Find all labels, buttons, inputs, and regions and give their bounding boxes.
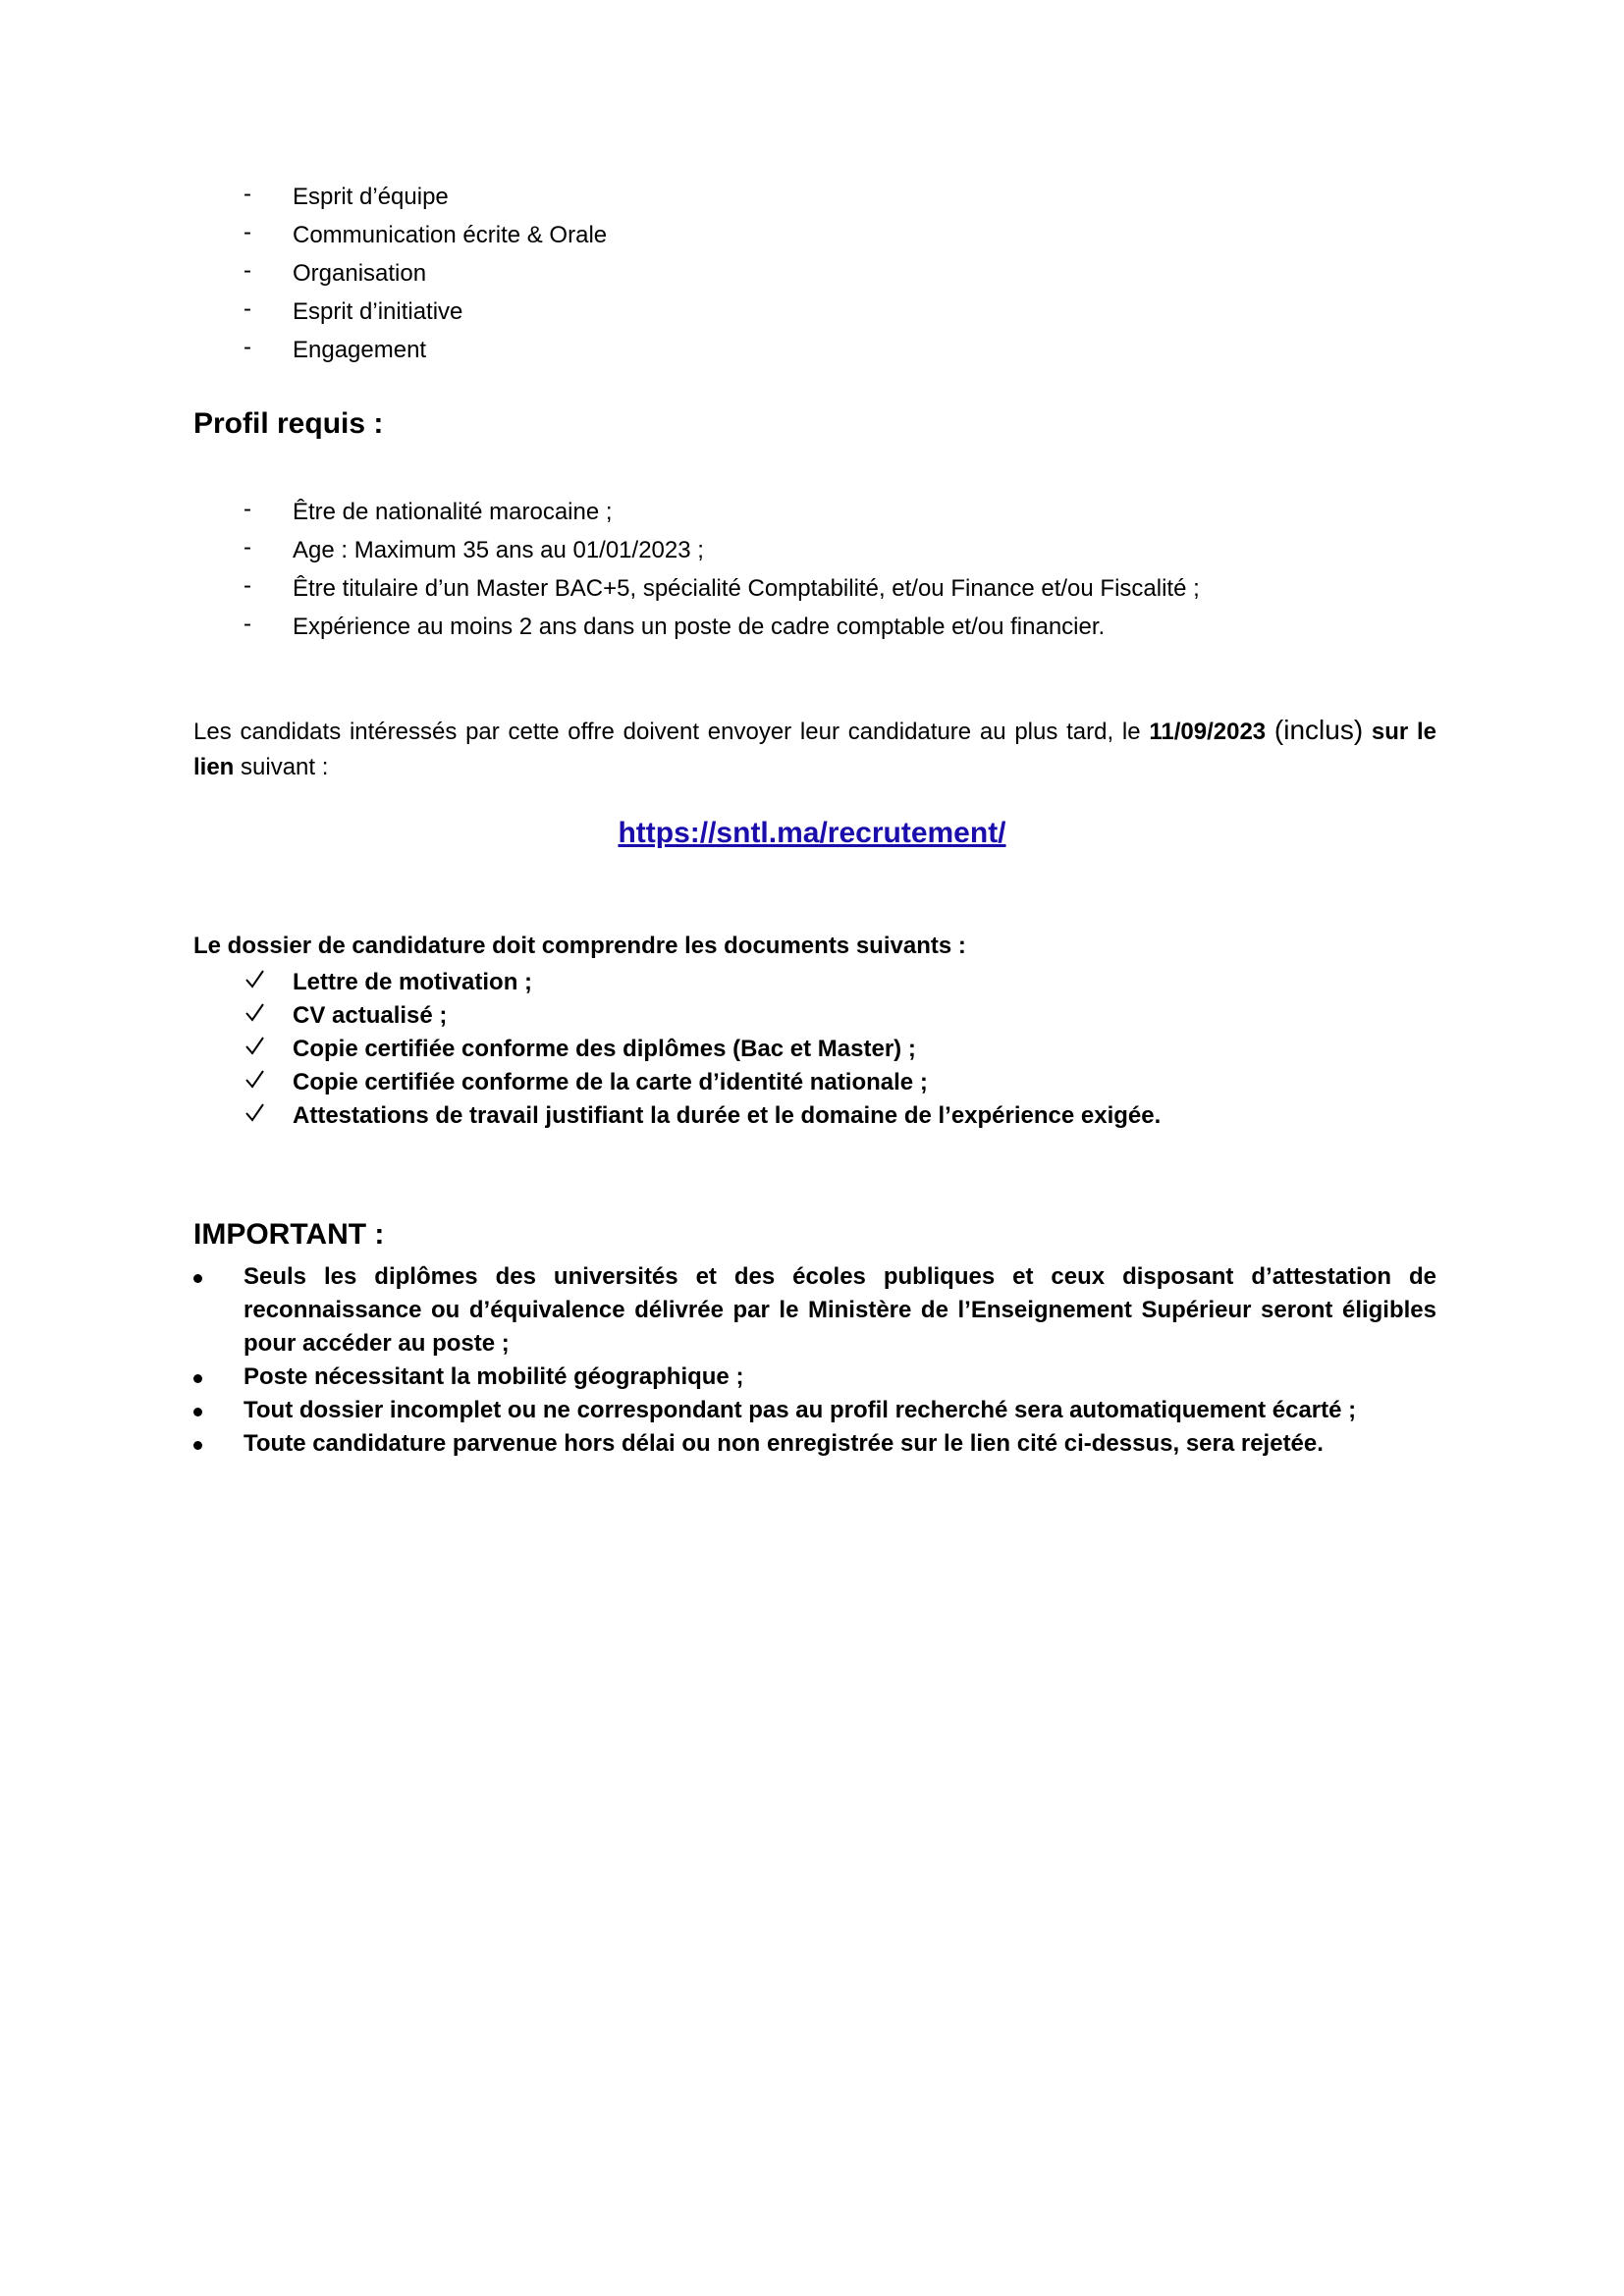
skill-text: Esprit d’initiative: [293, 298, 463, 325]
application-suffix: suivant :: [234, 754, 329, 780]
bullet-dot: [193, 1374, 202, 1383]
checkmark-icon: [244, 968, 265, 989]
profile-text: Être titulaire d’un Master BAC+5, spécialité Comptabilité, et/ou Finance et/ou Fiscalité ;: [293, 575, 1200, 602]
recruitment-link[interactable]: https://sntl.ma/recrutement/: [618, 817, 1006, 849]
inclus-note: (inclus): [1273, 715, 1364, 745]
dash-bullet: -: [244, 572, 251, 599]
application-paragraph: [193, 713, 1436, 785]
dossier-text: CV actualisé ;: [293, 1002, 448, 1029]
list-item: [0, 1361, 1436, 1394]
skill-text: Engagement: [293, 337, 427, 363]
dash-bullet: -: [244, 334, 251, 360]
list-item: [0, 1394, 1436, 1427]
link-container: [0, 817, 1624, 850]
dash-bullet: -: [244, 534, 251, 561]
bullet-dot: [193, 1274, 202, 1283]
skill-text: Organisation: [293, 260, 427, 287]
dash-bullet: -: [244, 257, 251, 284]
dossier-text: Copie certifiée conforme de la carte d’identité nationale ;: [293, 1069, 928, 1095]
important-text: Tout dossier incomplet ou ne correspondant pas au profil recherché sera automatiquement écarté ;: [244, 1397, 1357, 1423]
checkmark-icon: [244, 1035, 265, 1056]
dossier-text: Attestations de travail justifiant la durée et le domaine de l’expérience exigée.: [293, 1102, 1162, 1129]
dash-bullet: -: [244, 496, 251, 522]
skill-text: Esprit d’équipe: [293, 184, 449, 210]
dossier-text: Lettre de motivation ;: [293, 969, 533, 995]
checkmark-icon: [244, 1101, 265, 1123]
profile-text: Expérience au moins 2 ans dans un poste de cadre comptable et/ou financier.: [293, 614, 1106, 640]
dash-bullet: -: [244, 295, 251, 322]
profile-text: Age : Maximum 35 ans au 01/01/2023 ;: [293, 537, 704, 563]
bullet-dot: [193, 1441, 202, 1450]
checkmark-icon: [244, 1068, 265, 1090]
important-heading: IMPORTANT :: [193, 1218, 385, 1251]
application-text: Les candidats intéressés par cette offre doivent envoyer leur candidature au plus tard, le: [193, 719, 1150, 745]
deadline-date: 11/09/2023: [1149, 719, 1267, 745]
profile-text: Être de nationalité marocaine ;: [293, 499, 613, 525]
important-text: Poste nécessitant la mobilité géographique ;: [244, 1363, 744, 1390]
bullet-dot: [193, 1408, 202, 1416]
dash-bullet: -: [244, 219, 251, 245]
list-item: [0, 1260, 1436, 1361]
dossier-text: Copie certifiée conforme des diplômes (Bac et Master) ;: [293, 1036, 916, 1062]
important-text: Seuls les diplômes des universités et des écoles publiques et ceux disposant d’attestation de reconnaissance ou d’équivalence délivrée par le Ministère de l’Enseignement Supérieur seront éligibles pour accéder au poste ;: [244, 1263, 1436, 1357]
link-label: sur le lien: [193, 719, 1437, 780]
dash-bullet: -: [244, 181, 251, 207]
dash-bullet: -: [244, 611, 251, 637]
list-item: [0, 1427, 1436, 1461]
important-text: Toute candidature parvenue hors délai ou non enregistrée sur le lien cité ci-dessus, sera rejetée.: [244, 1430, 1324, 1457]
important-list: [0, 1260, 1436, 1461]
checkmark-icon: [244, 1001, 265, 1023]
skill-text: Communication écrite & Orale: [293, 222, 608, 248]
profile-heading: Profil requis :: [193, 407, 384, 440]
dossier-intro: Le dossier de candidature doit comprendre les documents suivants :: [193, 933, 966, 959]
